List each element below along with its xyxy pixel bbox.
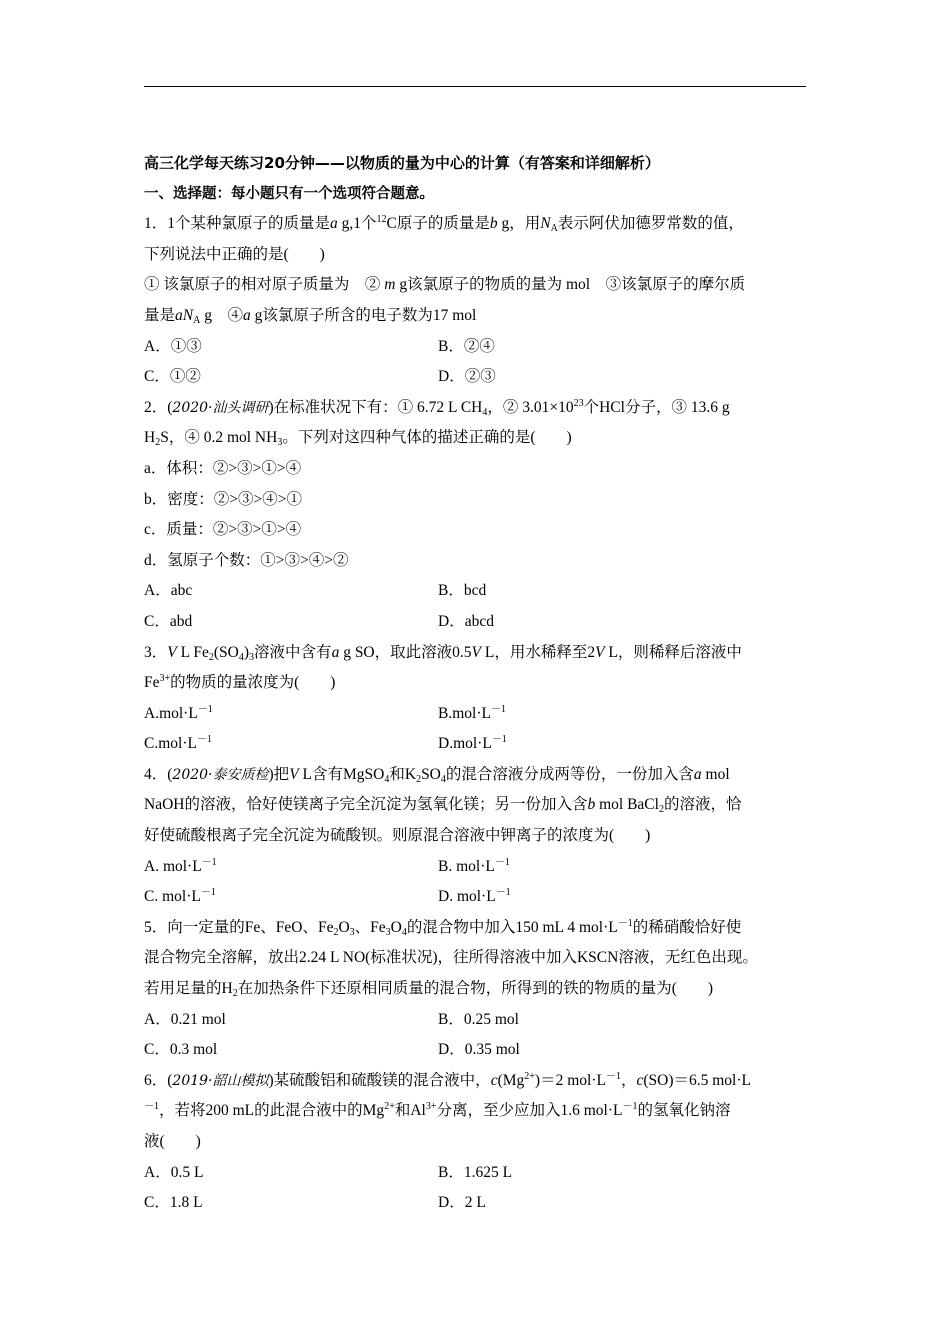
q1-statements-line2: 量是$aN_A$ g ④a g该氯原子所含的电子数为17 mol bbox=[144, 306, 477, 326]
q6-option-a[interactable]: A．0.5 L bbox=[144, 1163, 204, 1181]
section-heading: 一、选择题：每小题只有一个选项符合题意。 bbox=[144, 185, 434, 202]
q6-stem-line3: 液( ) bbox=[144, 1133, 201, 1150]
q4-options-row1 bbox=[144, 852, 814, 883]
question-3 bbox=[144, 638, 814, 760]
q5-option-d[interactable]: D．0.35 mol bbox=[438, 1041, 520, 1059]
q4-option-b[interactable]: B. $mol\cdot L^{-1}$ bbox=[438, 856, 510, 875]
q5-stem-line1: 5．向一定量的Fe、FeO、$Fe_2O_3$、$Fe_3O_4$的混合物中加入150 mL 4 $mol\cdot L^{-1}$的稀硝酸恰好使 bbox=[144, 917, 742, 938]
document-title: 高三化学每天练习20分钟——以物质的量为中心的计算（有答案和详细解析） bbox=[144, 154, 660, 172]
q2-stem-line1: 2．(2020·汕头调研)在标准状况下有：① 6.72 L $CH_4$，② $3.01\times 10^{23}$个HCl分子，③ 13.6 g bbox=[144, 397, 730, 418]
q3-stem-line1: 3．V L $Fe_2(SO_4)_3$溶液中含有a g SO，取此溶液0.5V L，用水稀释至2V L，则稀释后溶液中 bbox=[144, 643, 742, 663]
q6-option-d[interactable]: D．2 L bbox=[438, 1194, 486, 1212]
q4-option-c[interactable]: C. $mol\cdot L^{-1}$ bbox=[144, 887, 216, 906]
q1-option-b[interactable]: B．②④ bbox=[438, 337, 495, 355]
q5-option-c[interactable]: C．0.3 mol bbox=[144, 1041, 218, 1059]
q6-option-c[interactable]: C．1.8 L bbox=[144, 1194, 203, 1212]
q1-option-a[interactable]: A．①③ bbox=[144, 337, 202, 355]
question-5 bbox=[144, 913, 814, 1066]
q3-option-d[interactable]: $D.mol\cdot L^{-1}$ bbox=[438, 734, 507, 753]
q5-options-row1 bbox=[144, 1005, 814, 1036]
q3-stem-line2: $Fe^{3+}$的物质的量浓度为( ) bbox=[144, 673, 336, 692]
q1-option-d[interactable]: D．②③ bbox=[438, 368, 496, 386]
q1-stem-line2: 下列说法中正确的是( ) bbox=[144, 245, 325, 263]
q1-stem-line1: 1．1个某种氯原子的质量是a g,1个$^{12}$C原子的质量是b g，用$N_A$表示阿伏加德罗常数的值， bbox=[144, 214, 744, 235]
q6-option-b[interactable]: B．1.625 L bbox=[438, 1163, 513, 1181]
q2-option-c[interactable]: C．abd bbox=[144, 612, 193, 630]
q2-statement-c: c．质量：②>③>①>④ bbox=[144, 521, 302, 539]
q2-stem-line2: $H_2S$，④ 0.2 mol $NH_3$。下列对这四种气体的描述正确的是( ) bbox=[144, 429, 572, 449]
q4-stem-line3: 好使硫酸根离子完全沉淀为硫酸钡。则原混合溶液中钾离子的浓度为( ) bbox=[144, 827, 651, 845]
q2-statement-d: d．氢原子个数：①>③>④>② bbox=[144, 551, 349, 569]
q6-options-row2 bbox=[144, 1188, 814, 1219]
q1-options-row2 bbox=[144, 362, 814, 393]
q5-option-b[interactable]: B．0.25 mol bbox=[438, 1010, 519, 1028]
question-6 bbox=[144, 1066, 814, 1219]
q2-statement-a: a．体积：②>③>①>④ bbox=[144, 459, 302, 477]
q2-statement-b: b．密度：②>③>④>① bbox=[144, 490, 302, 508]
question-2 bbox=[144, 393, 814, 638]
q6-stem-line1: 6．(2019·韶山模拟)某硫酸铝和硫酸镁的混合液中，$c(Mg^{2+})=2$ $mol\cdot L^{-1}$，c(SO)＝6.5 mol·L bbox=[144, 1070, 751, 1089]
q3-option-b[interactable]: $B.mol\cdot L^{-1}$ bbox=[438, 703, 506, 722]
q4-option-d[interactable]: D. $mol\cdot L^{-1}$ bbox=[438, 887, 511, 906]
q4-options-row2 bbox=[144, 882, 814, 913]
q1-statements-line1: ① 该氯原子的相对原子质量为 ② m g该氯原子的物质的量为 mol ③该氯原子的摩尔质 bbox=[144, 276, 746, 294]
q6-options-row1 bbox=[144, 1158, 814, 1189]
q5-stem-line3: 若用足量的$H_2$在加热条件下还原相同质量的混合物，所得到的铁的物质的量为( ) bbox=[144, 980, 714, 1000]
q1-option-c[interactable]: C．①② bbox=[144, 368, 201, 386]
q2-option-b[interactable]: B．bcd bbox=[438, 582, 487, 600]
q3-option-a[interactable]: $A.mol\cdot L^{-1}$ bbox=[144, 703, 213, 722]
q2-options-row2 bbox=[144, 607, 814, 638]
q2-option-a[interactable]: A．abc bbox=[144, 582, 193, 600]
q3-options-row2 bbox=[144, 729, 814, 760]
q2-options-row1 bbox=[144, 576, 814, 607]
q2-option-d[interactable]: D．abcd bbox=[438, 612, 494, 630]
q3-option-c[interactable]: $C.mol\cdot L^{-1}$ bbox=[144, 734, 212, 753]
q4-stem-line2: NaOH的溶液，恰好使镁离子完全沉淀为氢氧化镁；另一份加入含b mol BaCl$_2$的溶液，恰 bbox=[144, 796, 742, 816]
q6-stem-line2: $^{-1}$，若将200 mL的此混合液中的$Mg^{2+}$和$Al^{3+}$分离，至少应加入1.6 $mol\cdot L^{-1}$的氢氧化钠溶 bbox=[144, 1101, 731, 1120]
q5-option-a[interactable]: A．0.21 mol bbox=[144, 1010, 226, 1028]
q5-options-row2 bbox=[144, 1035, 814, 1066]
q4-option-a[interactable]: A. $mol\cdot L^{-1}$ bbox=[144, 856, 217, 875]
q3-options-row1 bbox=[144, 699, 814, 730]
q5-stem-line2: 混合物完全溶解，放出2.24 L NO(标准状况)，往所得溶液中加入KSCN溶液，无红色出现。 bbox=[144, 949, 758, 967]
question-4 bbox=[144, 760, 814, 913]
q4-stem-line1: 4．(2020·泰安质检)把V L含有MgSO$_4$和$K_2SO_4$的混合溶液分成两等份，一份加入含a mol bbox=[144, 765, 730, 785]
document-body bbox=[144, 148, 814, 1219]
q1-options-row1 bbox=[144, 332, 814, 363]
header-rule bbox=[144, 86, 806, 87]
question-1 bbox=[144, 209, 814, 393]
